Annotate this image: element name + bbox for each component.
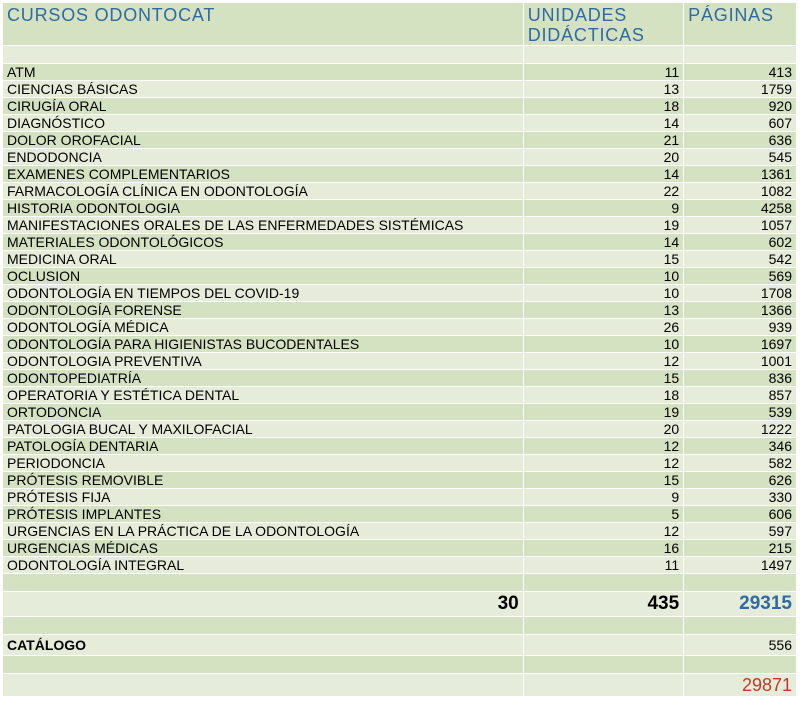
- course-pages: 539: [684, 404, 797, 421]
- course-pages: 330: [684, 489, 797, 506]
- table-row: [3, 455, 797, 472]
- course-units: 14: [523, 115, 683, 132]
- course-pages: 597: [684, 523, 797, 540]
- course-pages: 626: [684, 472, 797, 489]
- table-row: [3, 523, 797, 540]
- course-units: 15: [523, 370, 683, 387]
- course-units: 10: [523, 285, 683, 302]
- course-units: 11: [523, 64, 683, 81]
- course-pages: 857: [684, 387, 797, 404]
- course-name: ODONTOLOGÍA FORENSE: [3, 302, 524, 319]
- table-row: [3, 200, 797, 217]
- table-row: [3, 149, 797, 166]
- course-name: MANIFESTACIONES ORALES DE LAS ENFERMEDADES SISTÉMICAS: [3, 217, 524, 234]
- course-units: 18: [523, 98, 683, 115]
- course-units: 10: [523, 336, 683, 353]
- course-units: 21: [523, 132, 683, 149]
- table-row: [3, 98, 797, 115]
- course-name: ODONTOLOGÍA PARA HIGIENISTAS BUCODENTALES: [3, 336, 524, 353]
- table-row: [3, 166, 797, 183]
- course-pages: 602: [684, 234, 797, 251]
- table-row: [3, 64, 797, 81]
- course-name: HISTORIA ODONTOLOGIA: [3, 200, 524, 217]
- catalog-pages: 556: [684, 635, 797, 656]
- header-units: [523, 3, 683, 46]
- table-row: [3, 132, 797, 149]
- course-name: ODONTOLOGIA PREVENTIVA: [3, 353, 524, 370]
- course-name: PATOLOGIA BUCAL Y MAXILOFACIAL: [3, 421, 524, 438]
- course-name: EXAMENES COMPLEMENTARIOS: [3, 166, 524, 183]
- course-pages: 1057: [684, 217, 797, 234]
- course-name: PRÓTESIS FIJA: [3, 489, 524, 506]
- table-row: [3, 319, 797, 336]
- course-name: ORTODONCIA: [3, 404, 524, 421]
- header-units-line1: UNIDADES: [527, 5, 628, 25]
- blank-row: [3, 46, 797, 64]
- course-units: 12: [523, 438, 683, 455]
- table-row: [3, 370, 797, 387]
- course-name: DIAGNÓSTICO: [3, 115, 524, 132]
- course-name: OCLUSION: [3, 268, 524, 285]
- course-units: 12: [523, 523, 683, 540]
- course-name: OPERATORIA Y ESTÉTICA DENTAL: [3, 387, 524, 404]
- table-row: [3, 404, 797, 421]
- course-pages: 582: [684, 455, 797, 472]
- header-courses: CURSOS ODONTOCAT: [3, 3, 524, 46]
- table-row: [3, 540, 797, 557]
- table-row: [3, 251, 797, 268]
- course-name: MATERIALES ODONTOLÓGICOS: [3, 234, 524, 251]
- table-row: [3, 268, 797, 285]
- course-units: 15: [523, 472, 683, 489]
- course-units: 19: [523, 217, 683, 234]
- course-pages: 1759: [684, 81, 797, 98]
- course-units: 20: [523, 421, 683, 438]
- course-units: 12: [523, 455, 683, 472]
- course-name: ODONTOLOGÍA MÉDICA: [3, 319, 524, 336]
- course-name: ODONTOLOGÍA EN TIEMPOS DEL COVID-19: [3, 285, 524, 302]
- course-name: URGENCIAS MÉDICAS: [3, 540, 524, 557]
- course-units: 15: [523, 251, 683, 268]
- course-units: 13: [523, 81, 683, 98]
- course-name: CIRUGÍA ORAL: [3, 98, 524, 115]
- course-units: 10: [523, 268, 683, 285]
- course-name: PRÓTESIS IMPLANTES: [3, 506, 524, 523]
- blank-row: [3, 574, 797, 592]
- table-row: [3, 217, 797, 234]
- course-name: ODONTOLOGÍA INTEGRAL: [3, 557, 524, 574]
- table-row: [3, 234, 797, 251]
- table-row: [3, 438, 797, 455]
- table-row: [3, 81, 797, 98]
- table-row: [3, 115, 797, 132]
- blank-row: [3, 656, 797, 674]
- course-units: 26: [523, 319, 683, 336]
- course-units: 22: [523, 183, 683, 200]
- course-name: PERIODONCIA: [3, 455, 524, 472]
- table-row: [3, 421, 797, 438]
- course-pages: 636: [684, 132, 797, 149]
- grand-total-row: [3, 674, 797, 697]
- table-row: [3, 336, 797, 353]
- course-units: 19: [523, 404, 683, 421]
- course-units: 9: [523, 489, 683, 506]
- course-pages: 1697: [684, 336, 797, 353]
- table-row: [3, 557, 797, 574]
- course-pages: 569: [684, 268, 797, 285]
- table-row: [3, 302, 797, 319]
- course-pages: 1366: [684, 302, 797, 319]
- course-name: MEDICINA ORAL: [3, 251, 524, 268]
- course-units: 9: [523, 200, 683, 217]
- course-name: PRÓTESIS REMOVIBLE: [3, 472, 524, 489]
- course-name: CIENCIAS BÁSICAS: [3, 81, 524, 98]
- course-pages: 413: [684, 64, 797, 81]
- course-units: 14: [523, 234, 683, 251]
- catalog-row: [3, 635, 797, 656]
- course-pages: 4258: [684, 200, 797, 217]
- course-pages: 1497: [684, 557, 797, 574]
- total-pages: 29315: [684, 592, 797, 617]
- course-units: 16: [523, 540, 683, 557]
- table-row: [3, 387, 797, 404]
- course-pages: 920: [684, 98, 797, 115]
- total-courses: 30: [3, 592, 524, 617]
- course-pages: 1082: [684, 183, 797, 200]
- blank-row: [3, 617, 797, 635]
- course-pages: 1708: [684, 285, 797, 302]
- header-row: [3, 3, 797, 46]
- course-pages: 607: [684, 115, 797, 132]
- catalog-label: CATÁLOGO: [3, 635, 524, 656]
- course-units: 18: [523, 387, 683, 404]
- course-pages: 542: [684, 251, 797, 268]
- course-name: DOLOR OROFACIAL: [3, 132, 524, 149]
- course-pages: 545: [684, 149, 797, 166]
- course-units: 12: [523, 353, 683, 370]
- total-units: 435: [523, 592, 683, 617]
- course-name: ENDODONCIA: [3, 149, 524, 166]
- course-units: 14: [523, 166, 683, 183]
- table-row: [3, 506, 797, 523]
- course-units: 11: [523, 557, 683, 574]
- course-units: 20: [523, 149, 683, 166]
- course-pages: 1222: [684, 421, 797, 438]
- course-pages: 346: [684, 438, 797, 455]
- course-units: 5: [523, 506, 683, 523]
- course-pages: 606: [684, 506, 797, 523]
- course-name: FARMACOLOGÍA CLÍNICA EN ODONTOLOGÍA: [3, 183, 524, 200]
- course-name: URGENCIAS EN LA PRÁCTICA DE LA ODONTOLOGÍA: [3, 523, 524, 540]
- course-units: 13: [523, 302, 683, 319]
- course-pages: 215: [684, 540, 797, 557]
- header-pages: PÁGINAS: [684, 3, 797, 46]
- course-pages: 1361: [684, 166, 797, 183]
- table-row: [3, 353, 797, 370]
- grand-total: 29871: [684, 674, 797, 697]
- course-pages: 939: [684, 319, 797, 336]
- table-row: [3, 285, 797, 302]
- courses-table: [2, 2, 797, 697]
- course-pages: 1001: [684, 353, 797, 370]
- table-row: [3, 472, 797, 489]
- totals-row: [3, 592, 797, 617]
- course-name: ODONTOPEDIATRÍA: [3, 370, 524, 387]
- header-units-line2: DIDÁCTICAS: [527, 25, 645, 45]
- course-name: PATOLOGÍA DENTARIA: [3, 438, 524, 455]
- table-row: [3, 183, 797, 200]
- course-pages: 836: [684, 370, 797, 387]
- course-name: ATM: [3, 64, 524, 81]
- table-row: [3, 489, 797, 506]
